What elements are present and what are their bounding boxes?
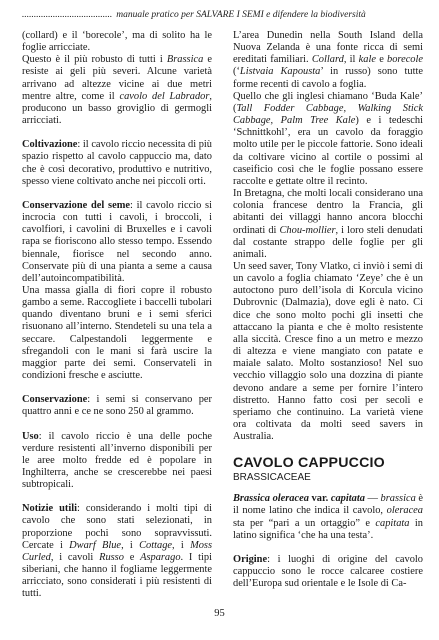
cabbage-latin-name-paragraph: Brassica oleracea var. capitata — brassica è il nome latino che indica il cavolo, oleracea sta per “pari a un ortaggio” e capitata in latino significa ‘che ha una testa’. <box>233 493 424 541</box>
kale-hardiness-paragraph: Questo è il più robusto di tutti i Brassica e resiste ai geli più severi. Alcune varietà arrivano ad altezze vicine ai due metri mentre altre, come il cavolo del Labrador, producono un basso groviglio di germogli arricciati. <box>22 54 212 127</box>
storage-label: Conservazione <box>22 394 88 406</box>
dunedin-paragraph: L’area Dunedin nella South Island della Nuova Zelanda è una fonte ricca di semi ereditati familiari. Collard, il kale e borecole (‘Listvaia Kapousta’ in russo) sono tutte forme recenti di cavolo a foglia. <box>233 30 423 90</box>
useful-notes-paragraph: Notizie utili: considerando i molti tipi di cavolo che sono stati selezionati, in proporzione pochi sono sopravvissuti. Cercate i Dwarf Blue, i Cottage, i Moss Curled, i cavoli Russo e Asparago. I tipi siberiani, che hanno il fogliame leggermente arricciato, sono considerati i più resistenti di tutti. <box>22 503 213 600</box>
useful-notes-label: Notizie utili <box>22 503 78 515</box>
cultivation-label: Coltivazione <box>22 139 78 151</box>
page-number: 95 <box>214 608 225 619</box>
seed-conservation-label: Conservazione del seme <box>22 199 130 211</box>
left-column <box>22 30 212 613</box>
buda-kale-paragraph: Quello che gli inglesi chiamano ‘Buda Kale’ (Tall Fodder Cabbage, Walking Stick Cabbage, Palm Tree Kale) e i tedeschi ‘Schnittkohl’, era un cavolo da foraggio molto utile per le piccole fattorie. Sono ideali da coltivare vicino al cortile o possimi al caseificio così che le foglie possano essere raccolte e gettate oltre il recinto. <box>233 90 423 187</box>
seed-conservation-paragraph: Conservazione del seme: il cavolo riccio si incrocia con tutti i cavoli, i broccoli, i cavolfiori, i cavolini di Bruxelles e i cavoli rapa se fioriscono allo stesso tempo. Essendo biennale, fiorisce nel secondo anno. Conservate più di una pianta a seme a causa dell’autoincompatibilità. <box>22 199 212 284</box>
origin-paragraph: Origine: i luoghi di origine del cavolo cappuccio sono le rocce calcaree costiere dell’Europa sud orientale e le Isole di Ca- <box>233 553 423 590</box>
book-title-header: manuale pratico per SALVARE I SEMI e difendere la biodiversità <box>116 10 366 20</box>
storage-paragraph: Conservazione: i semi si conservano per quattro anni e ce ne sono 250 al grammo. <box>22 394 212 418</box>
seed-harvest-paragraph: Una massa gialla di fiori copre il robusto gambo a seme. Raccogliete i baccelli tubolari quando diventano bruni e i semi sferici risuonano all’interno. Stendeteli su una tela a seccare. Calpestandoli leggermente e sfregandoli con le mani si farà uscire la maggior parte dei semi. Conservateli in condizioni fresche e asciutte. <box>22 284 212 382</box>
section-family: BRASSICACEAE <box>233 472 311 484</box>
use-label: Uso <box>22 430 39 442</box>
section-title: CAVOLO CAPPUCCIO <box>233 455 385 472</box>
use-paragraph: Uso: il cavolo riccio è una delle poche verdure resistenti all’inverno disponibili per le aree molto fredde ed è popolare in Inghilterra, anche se crescerebbe nei paesi subtropicali. <box>22 430 212 491</box>
right-column <box>233 30 423 590</box>
zeye-kale-paragraph: Un seed saver, Tony Vlatko, ci inviò i semi di un cavolo a foglia chiamato ‘Zeye’ che è un autoctono puro dell’isola di Korcula vicino Dubrovnic (Dalmazia), dove egli è nato. Ci dice che sono molto pochi gli insetti che attaccano la pianta e che è molto resistente alla siccità. Cresce fino a un metro e mezzo di altezza e viene mangiato con patate e maiale salato. Molto sostanzioso! Nel suo vecchio villaggio solo una dozzina di piante devono andare a seme per fornire l’intero distretto. Hanno fatto così per secoli e speriamo che continuino. La varietà viene ora coltivata da molti seed savers in Australia. <box>233 260 423 443</box>
kale-intro-paragraph: (collard) e il ‘borecole’, ma di solito ha le foglie arricciate. <box>22 30 212 54</box>
cultivation-paragraph: Coltivazione: il cavolo riccio necessita di più spazio rispetto al cavolo cappuccio ma, dato che è così decorativo, produttivo e nutritivo, spesso viene coltivato anche nei piccoli orti. <box>22 139 212 187</box>
brittany-paragraph: In Bretagna, che molti locali considerano una colonia francese dentro la Francia, gli abitanti dei villaggi hanno ancora blocchi ordinati di Chou-mollier, i loro steli denudati dal costante strappo delle foglie per gli animali. <box>233 188 423 260</box>
origin-label: Origine <box>233 553 268 565</box>
header-leader-dots: ...................................... <box>22 10 113 20</box>
running-header <box>22 10 422 24</box>
